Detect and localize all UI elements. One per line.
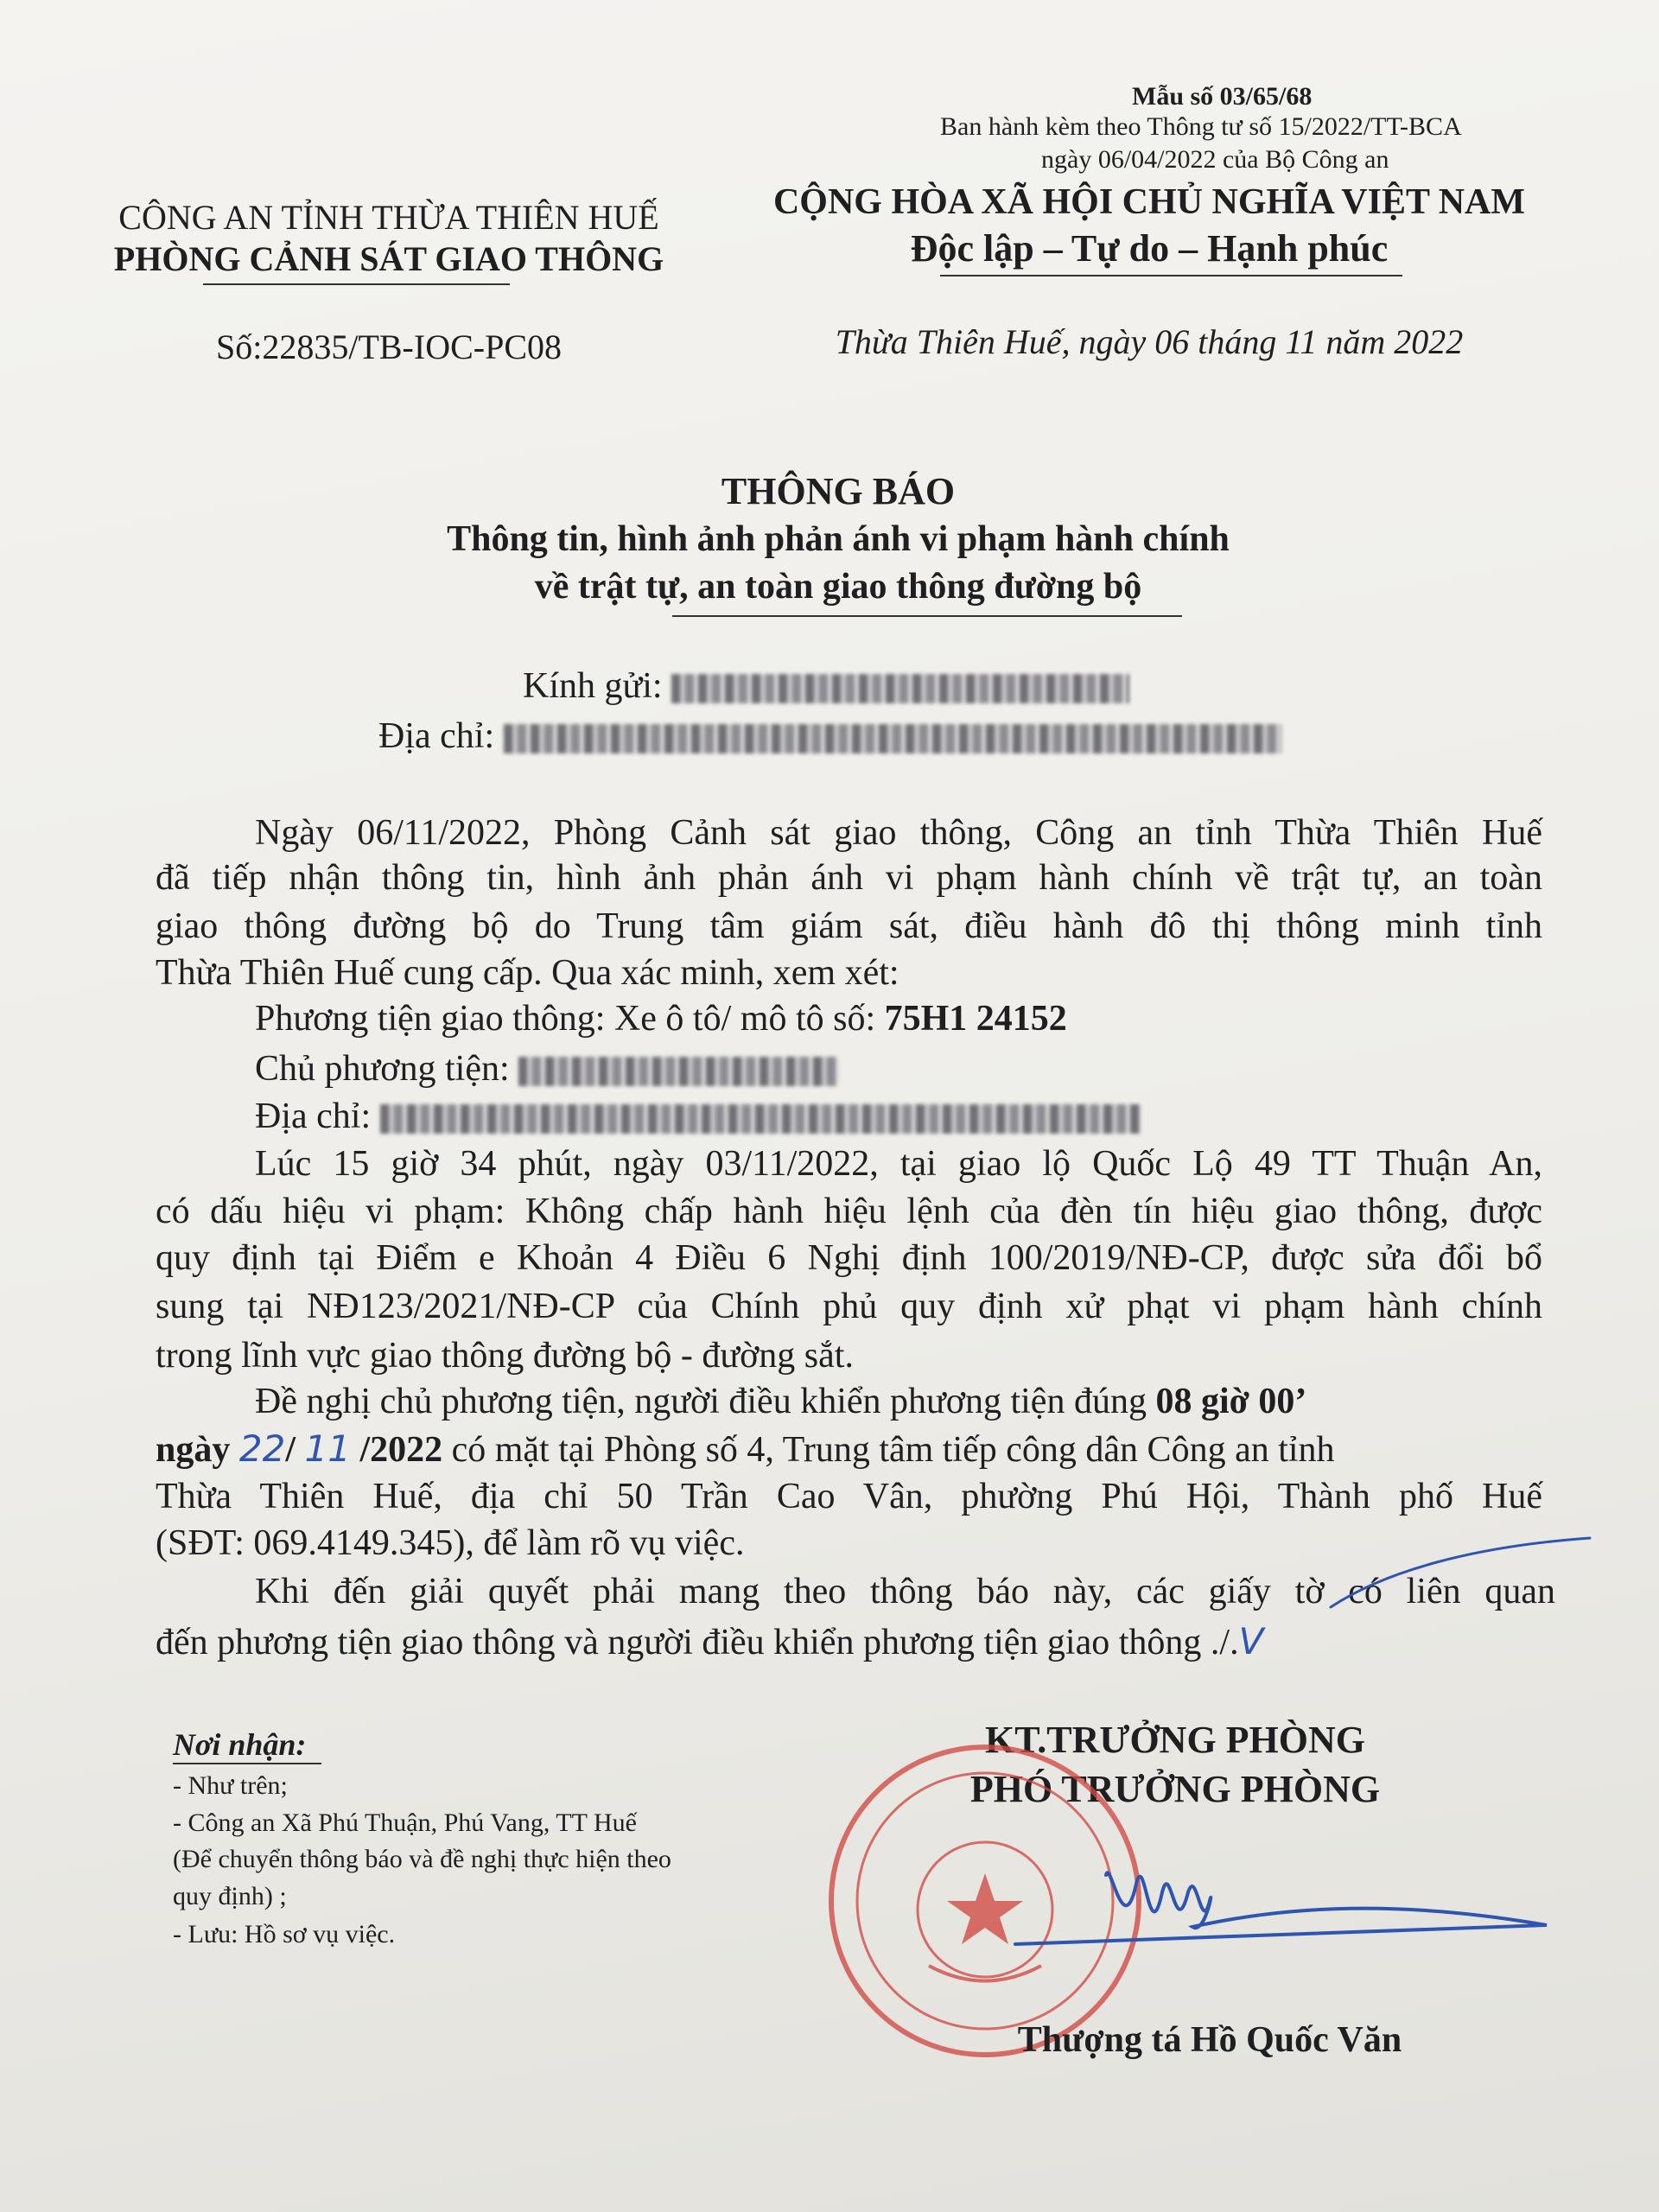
document-subtitle-1: Thông tin, hình ảnh phản ánh vi phạm hành chính (447, 519, 1230, 559)
body-p2-line5: trong lĩnh vực giao thông đường bộ - đường sắt. (156, 1336, 854, 1376)
place-date: Thừa Thiên Huế, ngày 06 tháng 11 năm 2022 (835, 322, 1464, 361)
recipients-item-2: - Công an Xã Phú Thuận, Phú Vang, TT Huế (173, 1808, 637, 1837)
handwritten-day: 22 (238, 1427, 286, 1470)
form-issued-line2: ngày 06/04/2022 của Bộ Công an (1041, 145, 1389, 174)
agency-name: CÔNG AN TỈNH THỪA THIÊN HUẾ (118, 198, 659, 237)
body-p3-line4: (SĐT: 069.4149.345), để làm rõ vụ việc. (156, 1523, 745, 1563)
recipient-label: Kính gửi: (523, 666, 663, 706)
handwritten-signature (1015, 1872, 1547, 1944)
body-p1-line2: đã tiếp nhận thông tin, hình ảnh phản ánh vi phạm hành chính về trật tự, an toàn (156, 858, 1542, 898)
body-p1-line3: giao thông đường bộ do Trung tâm giám sát, điều hành đô thị thông minh tỉnh (156, 906, 1542, 946)
department-name: PHÒNG CẢNH SÁT GIAO THÔNG (113, 239, 664, 278)
body-p2-line4: sung tại NĐ123/2021/NĐ-CP của Chính phủ quy định xử phạt vi phạm hành chính (156, 1287, 1542, 1326)
vehicle-label: Phương tiện giao thông: Xe ô tô/ mô tô số: (255, 999, 885, 1039)
handwritten-month: 11 (304, 1427, 351, 1470)
body-p1-line1: Ngày 06/11/2022, Phòng Cảnh sát giao thông, Công an tỉnh Thừa Thiên Huế (255, 813, 1542, 853)
document-number: Số:22835/TB-IOC-PC08 (215, 327, 563, 366)
owner-address-label: Địa chỉ: (255, 1096, 372, 1136)
body-p1-line4: Thừa Thiên Huế cung cấp. Qua xác minh, xem xét: (156, 953, 899, 993)
signer-name: Thượng tá Hồ Quốc Văn (1017, 2020, 1402, 2060)
body-p3-line2-text: có mặt tại Phòng số 4, Trung tâm tiếp công dân Công an tỉnh (442, 1430, 1335, 1470)
form-issued-line1: Ban hành kèm theo Thông tư số 15/2022/TT-BCA (940, 112, 1462, 141)
recipients-heading: Nơi nhận: (173, 1727, 307, 1762)
recipient-address-label: Địa chỉ: (378, 716, 495, 756)
signer-title-2: PHÓ TRƯỞNG PHÒNG (969, 1768, 1381, 1810)
body-p2-line1: Lúc 15 giờ 34 phút, ngày 03/11/2022, tại giao lộ Quốc Lộ 49 TT Thuận An, (255, 1144, 1542, 1184)
body-p3-line1-text: Đề nghị chủ phương tiện, người điều khiển phương tiện đúng (255, 1382, 1156, 1421)
national-motto: Độc lập – Tự do – Hạnh phúc (910, 227, 1389, 270)
recipients-item-5: - Lưu: Hồ sơ vụ việc. (173, 1920, 396, 1948)
appointment-day-label: ngày (156, 1430, 239, 1470)
country-name: CỘNG HÒA XÃ HỘI CHỦ NGHĨA VIỆT NAM (772, 182, 1526, 222)
initial-flourish (1331, 1538, 1590, 1607)
signer-title-1: KT.TRƯỞNG PHÒNG (985, 1719, 1365, 1761)
initial-mark: V (1238, 1620, 1264, 1662)
owner-label: Chủ phương tiện: (255, 1049, 510, 1089)
date-slash: / (285, 1430, 305, 1470)
appointment-year: /2022 (350, 1430, 443, 1470)
body-p4-line1: Khi đến giải quyết phải mang theo thông báo này, các giấy tờ có liên quan (255, 1572, 1555, 1611)
appointment-time: 08 giờ 00’ (1155, 1382, 1307, 1421)
recipients-item-4: quy định) ; (173, 1882, 287, 1910)
body-p3-line3: Thừa Thiên Huế, địa chỉ 50 Trần Cao Vân, phường Phú Hội, Thành phố Huế (156, 1477, 1542, 1516)
official-stamp-seal (831, 1747, 1139, 2055)
recipients-item-3: (Để chuyển thông báo và đề nghị thực hiện theo (173, 1845, 671, 1873)
license-plate: 75H1 24152 (884, 999, 1067, 1039)
body-p4-line2-text: đến phương tiện giao thông và người điều khiển phương tiện giao thông ./. (156, 1623, 1239, 1662)
document-subtitle-2: về trật tự, an toàn giao thông đường bộ (534, 567, 1142, 607)
form-code: Mẫu số 03/65/68 (1132, 82, 1313, 111)
document-title: THÔNG BÁO (721, 470, 956, 512)
body-p2-line3: quy định tại Điểm e Khoản 4 Điều 6 Nghị định 100/2019/NĐ-CP, được sửa đổi bổ (156, 1238, 1542, 1278)
recipients-item-1: - Như trên; (173, 1771, 288, 1800)
body-p2-line2: có dấu hiệu vi phạm: Không chấp hành hiệu lệnh của đèn tín hiệu giao thông, được (156, 1192, 1542, 1231)
